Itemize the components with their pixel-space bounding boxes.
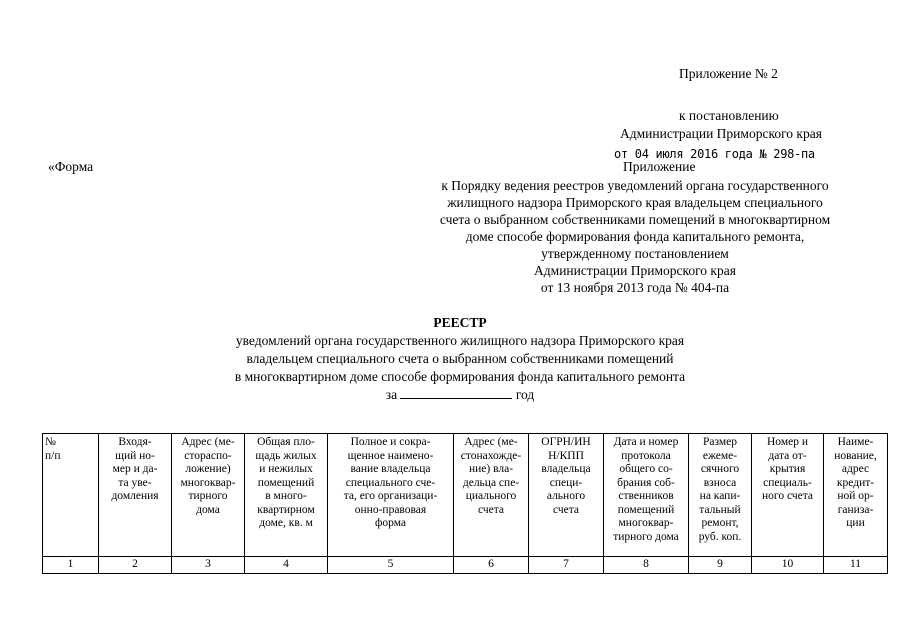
header-cell: ОГРН/ИН Н/КПП владельца специ- ального счета <box>529 434 604 557</box>
column-number: 1 <box>43 557 99 574</box>
column-number: 3 <box>172 557 245 574</box>
header-cell: Входя- щий но- мер и да- та уве- домления <box>99 434 172 557</box>
annex-line: к Порядку ведения реестров уведомлений органа государственного <box>441 178 829 193</box>
register-line: уведомлений органа государственного жилищного надзора Приморского края <box>235 333 685 348</box>
column-number: 4 <box>245 557 328 574</box>
register-heading <box>150 314 770 404</box>
annex-line: Администрации Приморского края <box>534 263 736 278</box>
header-cell: Общая пло- щадь жилых и нежилых помещений в много- квартирном доме, кв. м <box>245 434 328 557</box>
appendix-date-stamp: от 04 июля 2016 года № 298-па <box>614 147 815 161</box>
period-blank <box>400 386 512 399</box>
annex-line: жилищного надзора Приморского края владельцем специального <box>447 195 823 210</box>
register-line: в многоквартирном доме способе формирования фонда капитального ремонта <box>234 369 686 384</box>
annex-line: от 13 ноября 2013 года № 404-па <box>540 280 730 295</box>
header-cell: Адрес (ме- стонахожде- ние) вла- дельца спе- циального счета <box>454 434 529 557</box>
header-cell: Дата и номер протокола общего со- брания соб- ственников помещений многоквар- тирного дома <box>604 434 689 557</box>
header-cell: Наиме- нование, адрес кредит- ной ор- ганиза- ции <box>824 434 888 557</box>
header-cell: № п/п <box>43 434 99 557</box>
header-cell: Номер и дата от- крытия специаль- ного счета <box>752 434 824 557</box>
column-number: 2 <box>99 557 172 574</box>
appendix-to-decree: к постановлению <box>679 108 779 123</box>
column-number: 5 <box>328 557 454 574</box>
column-number: 7 <box>529 557 604 574</box>
appendix-title: Приложение № 2 <box>679 66 778 81</box>
column-number: 10 <box>752 557 824 574</box>
header-cell: Полное и сокра- щенное наимено- вание владельца специального сче- та, его организаци- онно-правовая форма <box>328 434 454 557</box>
column-number: 9 <box>689 557 752 574</box>
appendix-administration: Администрации Приморского края <box>620 126 822 141</box>
header-cell: Адрес (ме- стораспо- ложение) многоквар- тирного дома <box>172 434 245 557</box>
register-line: владельцем специального счета о выбранном собственниками помещений <box>246 351 674 366</box>
form-label: «Форма <box>48 159 94 174</box>
header-cell: Размер ежеме- сячного взноса на капи- тальный ремонт, руб. коп. <box>689 434 752 557</box>
annex-text <box>390 177 880 296</box>
register-period <box>150 386 770 404</box>
column-number: 8 <box>604 557 689 574</box>
register-title: РЕЕСТР <box>433 315 487 330</box>
annex-line: счета о выбранном собственниками помещений в многоквартирном <box>439 212 831 227</box>
period-suffix: год <box>515 387 535 402</box>
annex-line: утвержденному постановлением <box>541 246 729 261</box>
column-number: 11 <box>824 557 888 574</box>
register-table <box>42 433 888 574</box>
period-prefix: за <box>385 387 398 402</box>
annex-title: Приложение <box>623 159 696 174</box>
annex-line: доме способе формирования фонда капитального ремонта, <box>465 229 805 244</box>
column-number: 6 <box>454 557 529 574</box>
